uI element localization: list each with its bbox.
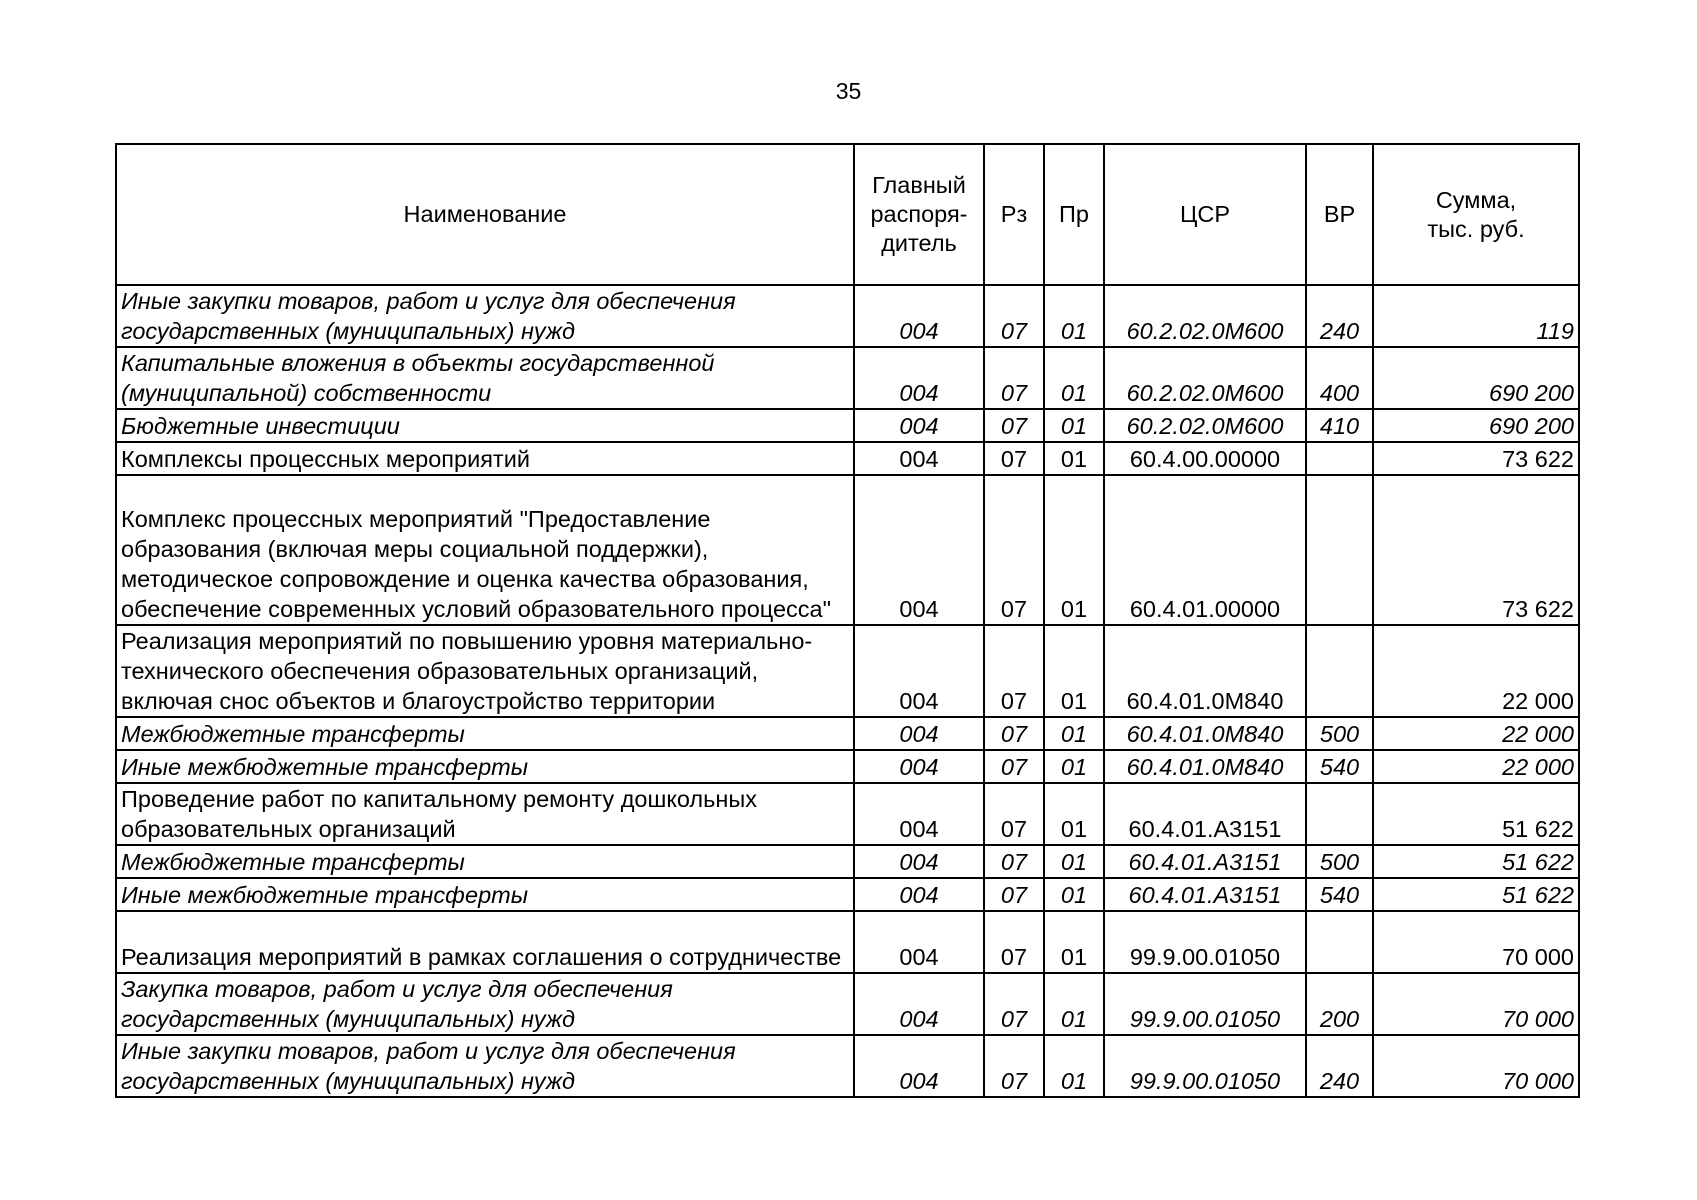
cell-csr: 60.4.01.0М840 [1104,750,1306,783]
cell-pr: 01 [1044,285,1104,347]
budget-table [115,143,1580,1098]
cell-sum: 73 622 [1373,475,1579,625]
cell-rz: 07 [984,717,1044,750]
cell-vr: 200 [1306,973,1373,1035]
cell-name: Реализация мероприятий в рамках соглашения о сотрудничестве [116,911,854,973]
cell-rz: 07 [984,1035,1044,1097]
cell-name: Бюджетные инвестиции [116,409,854,442]
cell-rz: 07 [984,973,1044,1035]
cell-pr: 01 [1044,717,1104,750]
table-header-row [116,144,1579,285]
cell-name: Комплекс процессных мероприятий "Предоставление образования (включая меры социальной поддержки), методическое сопровождение и оценка качества образования, обеспечение современных условий образовательного процесса" [116,475,854,625]
cell-sum: 690 200 [1373,409,1579,442]
cell-csr: 99.9.00.01050 [1104,911,1306,973]
cell-rz: 07 [984,845,1044,878]
cell-name: Комплексы процессных мероприятий [116,442,854,475]
cell-name: Проведение работ по капитальному ремонту дошкольных образовательных организаций [116,783,854,845]
cell-pr: 01 [1044,475,1104,625]
cell-grbs: 004 [854,475,984,625]
cell-pr: 01 [1044,878,1104,911]
cell-grbs: 004 [854,845,984,878]
cell-pr: 01 [1044,409,1104,442]
cell-grbs: 004 [854,347,984,409]
cell-csr: 60.4.01.0М840 [1104,625,1306,717]
cell-sum: 73 622 [1373,442,1579,475]
table-row [116,845,1579,878]
table-row [116,285,1579,347]
header-name: Наименование [116,144,854,285]
cell-pr: 01 [1044,911,1104,973]
cell-rz: 07 [984,285,1044,347]
table-row [116,973,1579,1035]
cell-sum: 51 622 [1373,845,1579,878]
cell-grbs: 004 [854,717,984,750]
cell-rz: 07 [984,347,1044,409]
cell-rz: 07 [984,625,1044,717]
cell-csr: 60.4.01.А3151 [1104,845,1306,878]
table-body [116,285,1579,1097]
cell-csr: 60.4.00.00000 [1104,442,1306,475]
cell-csr: 60.2.02.0М600 [1104,285,1306,347]
cell-grbs: 004 [854,285,984,347]
cell-rz: 07 [984,878,1044,911]
cell-pr: 01 [1044,347,1104,409]
cell-grbs: 004 [854,783,984,845]
cell-sum: 51 622 [1373,783,1579,845]
cell-vr [1306,475,1373,625]
cell-csr: 99.9.00.01050 [1104,973,1306,1035]
cell-vr: 240 [1306,285,1373,347]
cell-sum: 70 000 [1373,1035,1579,1097]
table-row [116,750,1579,783]
cell-vr: 410 [1306,409,1373,442]
cell-pr: 01 [1044,625,1104,717]
cell-csr: 60.2.02.0М600 [1104,347,1306,409]
cell-pr: 01 [1044,1035,1104,1097]
header-grbs: Главный распоря- дитель [854,144,984,285]
cell-csr: 60.4.01.00000 [1104,475,1306,625]
cell-sum: 119 [1373,285,1579,347]
cell-name: Капитальные вложения в объекты государственной (муниципальной) собственности [116,347,854,409]
header-vr: ВР [1306,144,1373,285]
cell-rz: 07 [984,750,1044,783]
cell-csr: 60.4.01.0М840 [1104,717,1306,750]
header-sum: Сумма, тыс. руб. [1373,144,1579,285]
header-rz: Рз [984,144,1044,285]
cell-pr: 01 [1044,973,1104,1035]
cell-grbs: 004 [854,409,984,442]
cell-rz: 07 [984,475,1044,625]
cell-csr: 99.9.00.01050 [1104,1035,1306,1097]
cell-grbs: 004 [854,750,984,783]
cell-vr: 240 [1306,1035,1373,1097]
cell-csr: 60.4.01.А3151 [1104,783,1306,845]
table-row [116,1035,1579,1097]
header-pr: Пр [1044,144,1104,285]
cell-pr: 01 [1044,783,1104,845]
cell-name: Межбюджетные трансферты [116,717,854,750]
table-row [116,347,1579,409]
cell-pr: 01 [1044,442,1104,475]
cell-vr: 540 [1306,878,1373,911]
table-row [116,717,1579,750]
cell-sum: 22 000 [1373,750,1579,783]
cell-sum: 70 000 [1373,973,1579,1035]
cell-grbs: 004 [854,625,984,717]
cell-vr: 500 [1306,717,1373,750]
table-row [116,783,1579,845]
cell-sum: 51 622 [1373,878,1579,911]
cell-sum: 690 200 [1373,347,1579,409]
cell-sum: 22 000 [1373,625,1579,717]
cell-name: Реализация мероприятий по повышению уровня материально-технического обеспечения образовательных организаций, включая снос объектов и благоустройство территории [116,625,854,717]
cell-grbs: 004 [854,442,984,475]
cell-vr: 500 [1306,845,1373,878]
cell-rz: 07 [984,783,1044,845]
cell-grbs: 004 [854,973,984,1035]
cell-name: Иные закупки товаров, работ и услуг для обеспечения государственных (муниципальных) нужд [116,1035,854,1097]
cell-grbs: 004 [854,878,984,911]
cell-name: Межбюджетные трансферты [116,845,854,878]
cell-vr [1306,625,1373,717]
cell-grbs: 004 [854,1035,984,1097]
header-csr: ЦСР [1104,144,1306,285]
cell-name: Иные закупки товаров, работ и услуг для обеспечения государственных (муниципальных) нужд [116,285,854,347]
cell-name: Иные межбюджетные трансферты [116,878,854,911]
cell-csr: 60.4.01.А3151 [1104,878,1306,911]
cell-vr: 400 [1306,347,1373,409]
cell-csr: 60.2.02.0М600 [1104,409,1306,442]
cell-grbs: 004 [854,911,984,973]
cell-name: Иные межбюджетные трансферты [116,750,854,783]
cell-vr [1306,911,1373,973]
cell-sum: 22 000 [1373,717,1579,750]
cell-vr [1306,442,1373,475]
cell-rz: 07 [984,911,1044,973]
table-row [116,409,1579,442]
cell-rz: 07 [984,409,1044,442]
table-row [116,475,1579,625]
page-number: 35 [835,78,862,104]
cell-vr: 540 [1306,750,1373,783]
cell-pr: 01 [1044,845,1104,878]
table-row [116,911,1579,973]
table-row [116,442,1579,475]
cell-rz: 07 [984,442,1044,475]
table-row [116,878,1579,911]
cell-name: Закупка товаров, работ и услуг для обеспечения государственных (муниципальных) нужд [116,973,854,1035]
cell-pr: 01 [1044,750,1104,783]
cell-vr [1306,783,1373,845]
table-row [116,625,1579,717]
cell-sum: 70 000 [1373,911,1579,973]
